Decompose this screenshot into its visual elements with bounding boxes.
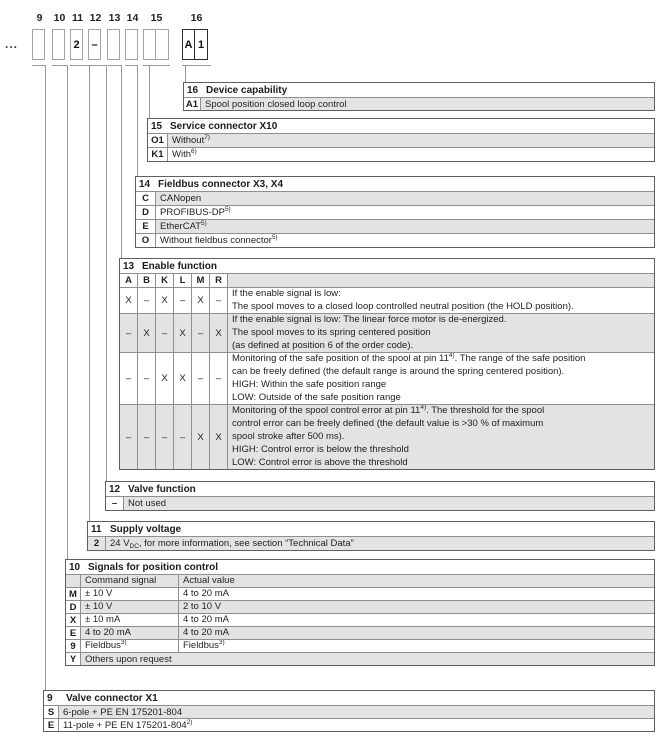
table-12-header bbox=[106, 482, 654, 496]
bracket-13 bbox=[108, 65, 122, 66]
mark-cell: – bbox=[120, 353, 138, 404]
table-row bbox=[66, 587, 654, 600]
code-box-10 bbox=[52, 29, 65, 60]
table-15-title: Service connector X10 bbox=[170, 120, 278, 132]
mark-cell: – bbox=[120, 405, 138, 469]
mark-cell: – bbox=[174, 405, 192, 469]
code-cell: M bbox=[66, 588, 81, 600]
description-cell: Without fieldbus connector$^{5)}$ bbox=[160, 234, 278, 246]
bracket-15 bbox=[143, 65, 170, 66]
actual-value-cell: 4 to 20 mA bbox=[179, 627, 654, 639]
code-cell bbox=[66, 575, 81, 587]
connector-line-13 bbox=[121, 66, 122, 258]
description-cell: If the enable signal is low: The spool moves to a closed loop controlled neutral position (the HOLD position). bbox=[232, 288, 574, 312]
letter-cell: R bbox=[210, 274, 228, 287]
table-10-number: 10 bbox=[69, 561, 81, 573]
code-cell: D bbox=[66, 601, 81, 613]
table-row bbox=[120, 287, 654, 313]
code-box-cell bbox=[32, 29, 45, 60]
table-16-title: Device capability bbox=[206, 84, 288, 96]
table-row bbox=[66, 600, 654, 613]
code-cell: O1 bbox=[148, 134, 168, 147]
description-cell: Spool position closed loop control bbox=[201, 98, 654, 110]
table-16-header bbox=[184, 83, 654, 97]
table-9-header bbox=[44, 691, 654, 705]
description-cell: 6-pole + PE EN 175201-804 bbox=[59, 706, 654, 718]
code-box-11 bbox=[70, 29, 83, 60]
mark-cell: X bbox=[210, 405, 228, 469]
description-cell bbox=[228, 274, 654, 287]
code-box-cell bbox=[107, 29, 120, 60]
table-row bbox=[184, 97, 654, 110]
code-box-cell: 2 bbox=[70, 29, 83, 60]
bracket-11 bbox=[70, 65, 90, 66]
command-signal-cell: 4 to 20 mA bbox=[81, 627, 179, 639]
letter-cell: L bbox=[174, 274, 192, 287]
mark-cell: – bbox=[138, 405, 156, 469]
description-cell: Not used bbox=[124, 497, 654, 510]
mark-cell: X bbox=[120, 288, 138, 313]
code-cell: E bbox=[44, 719, 59, 731]
code-cell: X bbox=[66, 614, 81, 626]
bracket-10 bbox=[52, 65, 68, 66]
table-13-title: Enable function bbox=[142, 260, 217, 272]
table-row bbox=[88, 536, 654, 550]
code-box-cell bbox=[52, 29, 65, 60]
position-label-15: 15 bbox=[150, 12, 163, 24]
description-cell: With$^{6)}$ bbox=[172, 148, 197, 160]
table-row bbox=[66, 626, 654, 639]
code-cell: S bbox=[44, 706, 59, 718]
code-prefix-ellipsis: ... bbox=[5, 37, 19, 51]
description-cell: CANopen bbox=[156, 192, 654, 205]
table-row bbox=[136, 205, 654, 219]
description-cell: Without$^{7)}$ bbox=[168, 134, 654, 147]
code-box-cell bbox=[125, 29, 138, 60]
mark-cell: X bbox=[138, 314, 156, 352]
description-cell: Others upon request bbox=[81, 653, 654, 665]
code-box-9 bbox=[32, 29, 45, 60]
command-signal-cell: ± 10 mA bbox=[81, 614, 179, 626]
bracket-16 bbox=[182, 65, 211, 66]
table-9-title: Valve connector X1 bbox=[66, 692, 158, 704]
table-row bbox=[44, 718, 654, 731]
table-row bbox=[120, 352, 654, 404]
command-signal-cell: ± 10 V bbox=[81, 588, 179, 600]
code-cell: E bbox=[136, 220, 156, 233]
actual-value-cell: 2 to 10 V bbox=[179, 601, 654, 613]
code-box-13 bbox=[107, 29, 120, 60]
mark-cell: X bbox=[156, 353, 174, 404]
code-cell: C bbox=[136, 192, 156, 205]
letter-cell: A bbox=[120, 274, 138, 287]
table-10-column-header-row bbox=[66, 574, 654, 587]
table-11-number: 11 bbox=[91, 523, 102, 535]
description-cell: PROFIBUS-DP$^{5)}$ bbox=[160, 206, 231, 218]
table-10-header bbox=[66, 560, 654, 574]
code-box-cell: – bbox=[88, 29, 101, 60]
table-15-number: 15 bbox=[151, 120, 163, 132]
table-16-device-capability bbox=[183, 82, 655, 111]
description-cell: Monitoring of the safe position of the spool at pin 11$^{4)}$. The range of the safe position can be freely defined (the default range is around the spring centered position). HIGH: Within the safe position range LOW: Outside of the safe position range bbox=[232, 353, 586, 403]
connector-line-10 bbox=[67, 66, 68, 559]
command-signal-cell: Fieldbus$^{3)}$ bbox=[81, 640, 179, 652]
bracket-12 bbox=[90, 65, 107, 66]
column-header-command-signal: Command signal bbox=[81, 575, 179, 587]
mark-cell: – bbox=[138, 353, 156, 404]
connector-line-14 bbox=[137, 66, 138, 176]
mark-cell: – bbox=[156, 314, 174, 352]
table-12-title: Valve function bbox=[128, 483, 196, 495]
actual-value-cell: 4 to 20 mA bbox=[183, 614, 229, 625]
code-cell: Y bbox=[66, 653, 81, 665]
table-11-supply-voltage bbox=[87, 521, 655, 551]
description-cell: EtherCAT$^{5)}$ bbox=[156, 220, 654, 233]
mark-cell: – bbox=[210, 288, 228, 313]
mark-cell: X bbox=[192, 288, 210, 313]
code-cell: 9 bbox=[66, 640, 81, 652]
description-cell: If the enable signal is low: The linear force motor is de-energized. The spool moves to its spring centered position (as defined at position 6 of the order code). bbox=[228, 314, 654, 352]
table-10-title: Signals for position control bbox=[88, 561, 218, 573]
actual-value-cell: Fieldbus$^{3)}$ bbox=[183, 640, 225, 651]
table-row bbox=[66, 652, 654, 665]
description-cell: 24 $V_{DC}$, for more information, see section “Technical Data” bbox=[106, 537, 654, 550]
mark-cell: X bbox=[192, 405, 210, 469]
table-row bbox=[66, 639, 654, 652]
table-15-service-connector bbox=[147, 118, 655, 162]
connector-line-9 bbox=[45, 66, 46, 690]
connector-line-12 bbox=[106, 66, 107, 481]
code-box-14 bbox=[125, 29, 138, 60]
code-cell: A1 bbox=[184, 98, 201, 110]
table-row bbox=[136, 233, 654, 247]
connector-line-16 bbox=[185, 66, 186, 82]
column-header-actual-value: Actual value bbox=[179, 575, 654, 587]
position-label-16: 16 bbox=[190, 12, 203, 24]
mark-cell: – bbox=[138, 288, 156, 313]
table-row bbox=[136, 219, 654, 233]
code-box-16 bbox=[182, 29, 208, 60]
table-13-enable-function bbox=[119, 258, 655, 470]
mark-cell: – bbox=[120, 314, 138, 352]
table-row bbox=[136, 191, 654, 205]
position-label-11: 11 bbox=[71, 12, 84, 24]
code-cell: 2 bbox=[88, 537, 106, 550]
position-label-12: 12 bbox=[89, 12, 102, 24]
table-row bbox=[148, 133, 654, 147]
code-box-cell bbox=[156, 29, 169, 60]
mark-cell: – bbox=[210, 353, 228, 404]
code-cell: O bbox=[136, 234, 156, 247]
code-cell: D bbox=[136, 206, 156, 219]
code-box-12 bbox=[88, 29, 101, 60]
description-cell: Monitoring of the spool control error at pin 11$^{4)}$. The threshold for the spool control error can be freely defined (the default value is >30 % of maximum spool stroke after 500 ms). HIGH: Control error is below the threshold LOW: Control error is above the threshold bbox=[228, 405, 654, 469]
mark-cell: – bbox=[192, 314, 210, 352]
position-label-13: 13 bbox=[108, 12, 121, 24]
mark-cell: – bbox=[174, 288, 192, 313]
table-row bbox=[66, 613, 654, 626]
code-cell: – bbox=[106, 497, 124, 510]
table-13-header bbox=[120, 259, 654, 273]
mark-cell: X bbox=[174, 314, 192, 352]
description-cell: 11-pole + PE EN 175201-804$^{2)}$ bbox=[63, 719, 193, 731]
bracket-9 bbox=[32, 65, 46, 66]
table-12-number: 12 bbox=[109, 483, 121, 495]
letter-cell: K bbox=[156, 274, 174, 287]
code-box-15 bbox=[143, 29, 169, 60]
table-12-valve-function bbox=[105, 481, 655, 511]
table-14-fieldbus-connector bbox=[135, 176, 655, 248]
connector-line-15 bbox=[149, 66, 150, 118]
table-row bbox=[148, 147, 654, 161]
code-cell: E bbox=[66, 627, 81, 639]
table-row bbox=[120, 404, 654, 469]
code-box-cell: A bbox=[182, 29, 195, 60]
code-box-cell: 1 bbox=[195, 29, 208, 60]
table-14-header bbox=[136, 177, 654, 191]
command-signal-cell: ± 10 V bbox=[81, 601, 179, 613]
table-16-number: 16 bbox=[187, 84, 199, 96]
code-box-cell bbox=[143, 29, 156, 60]
table-10-signals-position-control bbox=[65, 559, 655, 666]
mark-cell: – bbox=[192, 353, 210, 404]
code-cell: K1 bbox=[148, 148, 168, 161]
mark-cell: X bbox=[174, 353, 192, 404]
mark-cell: X bbox=[156, 288, 174, 313]
connector-line-11 bbox=[89, 66, 90, 521]
position-label-10: 10 bbox=[53, 12, 66, 24]
table-13-number: 13 bbox=[123, 260, 135, 272]
table-9-valve-connector bbox=[43, 690, 655, 732]
mark-cell: – bbox=[156, 405, 174, 469]
table-row bbox=[120, 313, 654, 352]
table-14-number: 14 bbox=[139, 178, 151, 190]
table-row bbox=[44, 705, 654, 718]
actual-value-cell: 4 to 20 mA bbox=[183, 588, 229, 599]
mark-cell: X bbox=[210, 314, 228, 352]
table-row bbox=[106, 496, 654, 510]
letter-cell: B bbox=[138, 274, 156, 287]
table-9-number: 9 bbox=[47, 692, 53, 704]
table-14-title: Fieldbus connector X3, X4 bbox=[158, 178, 284, 190]
letter-cell: M bbox=[192, 274, 210, 287]
table-11-header bbox=[88, 522, 654, 536]
table-11-title: Supply voltage bbox=[110, 523, 182, 535]
position-label-9: 9 bbox=[36, 12, 43, 24]
position-label-14: 14 bbox=[126, 12, 139, 24]
table-13-letters-row bbox=[120, 273, 654, 287]
table-15-header bbox=[148, 119, 654, 133]
